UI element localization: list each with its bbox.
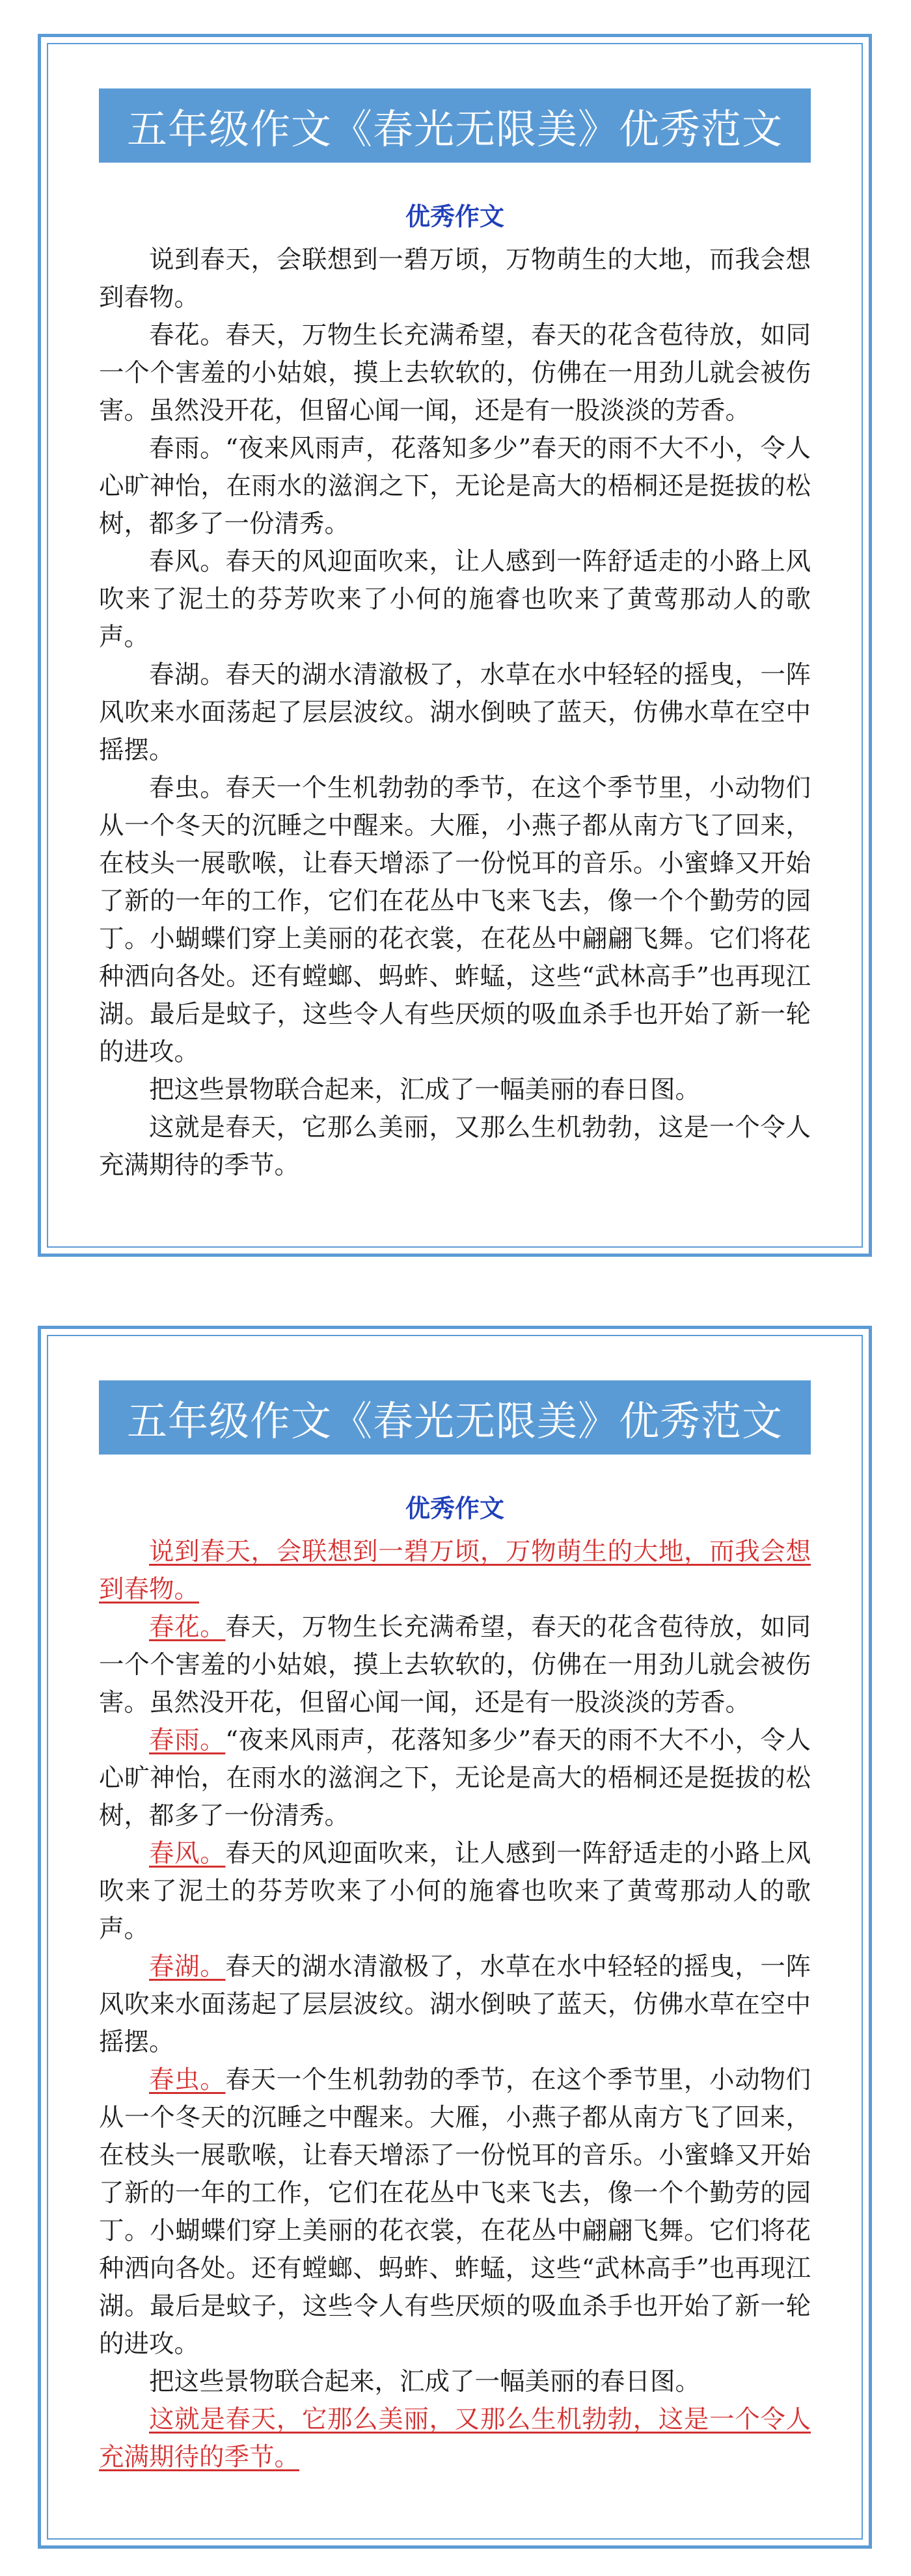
paragraph-body: 春天，万物生长充满希望，春天的花含苞待放，如同一个个害羞的小姑娘，摸上去软软的，仿佛在一用劲儿就会被伤害。虽然没开花，但留心闻一闻，还是有一股淡淡的芳香。 (99, 321, 811, 425)
highlighted-head: 春雨。 (149, 1726, 226, 1755)
essay-card-plain (38, 34, 872, 1257)
paragraph-body: 春天一个生机勃勃的季节，在这个季节里，小动物们从一个冬天的沉睡之中醒来。大雁，小燕子都从南方飞了回来，在枝头一展歌喉，让春天增添了一份悦耳的音乐。小蜜蜂又开始了新的一年的工作，它们在花丛中飞来飞去，像一个个勤劳的园丁。小蝴蝶们穿上美丽的花衣裳，在花丛中翩翩飞舞。它们将花种洒向各处。还有螳螂、蚂蚱、蚱蜢，这些“武林高手”也再现江湖。最后是蚊子，这些令人有些厌烦的吸血杀手也开始了新一轮的进攻。 (99, 773, 811, 1067)
paragraph-summary: 把这些景物联合起来，汇成了一幅美丽的春日图。 (149, 2367, 701, 2396)
paragraph-spring-lake (99, 656, 811, 770)
paragraph-head: 春虫。 (149, 773, 226, 803)
essay-title: 五年级作文《春光无限美》优秀范文 (99, 88, 811, 163)
paragraph-head: 春湖。 (149, 660, 226, 690)
essay-subtitle: 优秀作文 (405, 202, 504, 231)
highlighted-text: 说到春天，会联想到一碧万顷，万物萌生的大地，而我会想到春物。 (99, 1537, 811, 1604)
paragraph-spring-flower (99, 1609, 811, 1722)
paragraph-spring-wind (99, 543, 811, 656)
paragraph-spring-rain (99, 1722, 811, 1835)
paragraph-body: 春天，万物生长充满希望，春天的花含苞待放，如同一个个害羞的小姑娘，摸上去软软的，仿佛在一用劲儿就会被伤害。虽然没开花，但留心闻一闻，还是有一股淡淡的芳香。 (99, 1613, 811, 1717)
paragraph-spring-insects (99, 2061, 811, 2363)
highlighted-head: 春风。 (149, 1839, 226, 1868)
highlighted-head: 春虫。 (149, 2065, 226, 2095)
paragraph-spring-wind (99, 1835, 811, 1948)
paragraph-head: 春雨。 (149, 434, 226, 463)
paragraph-body: 春天的风迎面吹来，让人感到一阵舒适走的小路上风吹来了泥土的芬芳吹来了小何的施睿也吹来了黄莺那动人的歌声。 (99, 547, 811, 652)
paragraph-head: 春风。 (149, 547, 226, 576)
paragraph-body: 春天一个生机勃勃的季节，在这个季节里，小动物们从一个冬天的沉睡之中醒来。大雁，小燕子都从南方飞了回来，在枝头一展歌喉，让春天增添了一份悦耳的音乐。小蜜蜂又开始了新的一年的工作，它们在花丛中飞来飞去，像一个个勤劳的园丁。小蝴蝶们穿上美丽的花衣裳，在花丛中翩翩飞舞。它们将花种洒向各处。还有螳螂、蚂蚱、蚱蜢，这些“武林高手”也再现江湖。最后是蚊子，这些令人有些厌烦的吸血杀手也开始了新一轮的进攻。 (99, 2065, 811, 2359)
paragraph-spring-flower (99, 317, 811, 430)
paragraph-body: 春天的风迎面吹来，让人感到一阵舒适走的小路上风吹来了泥土的芬芳吹来了小何的施睿也吹来了黄莺那动人的歌声。 (99, 1839, 811, 1944)
paragraph-head: 春花。 (149, 321, 226, 350)
highlighted-head: 春湖。 (149, 1952, 226, 1981)
highlighted-head: 春花。 (149, 1613, 226, 1642)
highlighted-text: 这就是春天，它那么美丽，又那么生机勃勃，这是一个令人充满期待的季节。 (99, 2405, 811, 2472)
essay-subtitle: 优秀作文 (405, 1494, 504, 1523)
essay-card-inner (47, 1335, 863, 2540)
paragraph-body: 春天的湖水清澈极了，水草在水中轻轻的摇曳，一阵风吹来水面荡起了层层波纹。湖水倒映了蓝天，仿佛水草在空中摇摆。 (99, 660, 811, 765)
paragraph-body: 春天的湖水清澈极了，水草在水中轻轻的摇曳，一阵风吹来水面荡起了层层波纹。湖水倒映了蓝天，仿佛水草在空中摇摆。 (99, 1952, 811, 2057)
essay-card-annotated (38, 1326, 872, 2549)
paragraph-body: “夜来风雨声，花落知多少”春天的雨不大不小，令人心旷神怡，在雨水的滋润之下，无论是高大的梧桐还是挺拔的松树，都多了一份清秀。 (99, 1726, 811, 1831)
paragraph-summary: 把这些景物联合起来，汇成了一幅美丽的春日图。 (149, 1075, 701, 1105)
paragraph-intro: 说到春天，会联想到一碧万顷，万物萌生的大地，而我会想到春物。 (99, 245, 811, 312)
paragraph-spring-rain (99, 430, 811, 543)
paragraph-conclusion: 这就是春天，它那么美丽，又那么生机勃勃，这是一个令人充满期待的季节。 (99, 1113, 811, 1180)
essay-card-inner (47, 43, 863, 1248)
paragraph-spring-lake (99, 1948, 811, 2061)
paragraph-conclusion (99, 2401, 811, 2476)
paragraph-spring-insects (99, 770, 811, 1071)
essay-title: 五年级作文《春光无限美》优秀范文 (99, 1380, 811, 1455)
paragraph-body: “夜来风雨声，花落知多少”春天的雨不大不小，令人心旷神怡，在雨水的滋润之下，无论是高大的梧桐还是挺拔的松树，都多了一份清秀。 (99, 434, 811, 539)
paragraph-intro (99, 1533, 811, 1609)
